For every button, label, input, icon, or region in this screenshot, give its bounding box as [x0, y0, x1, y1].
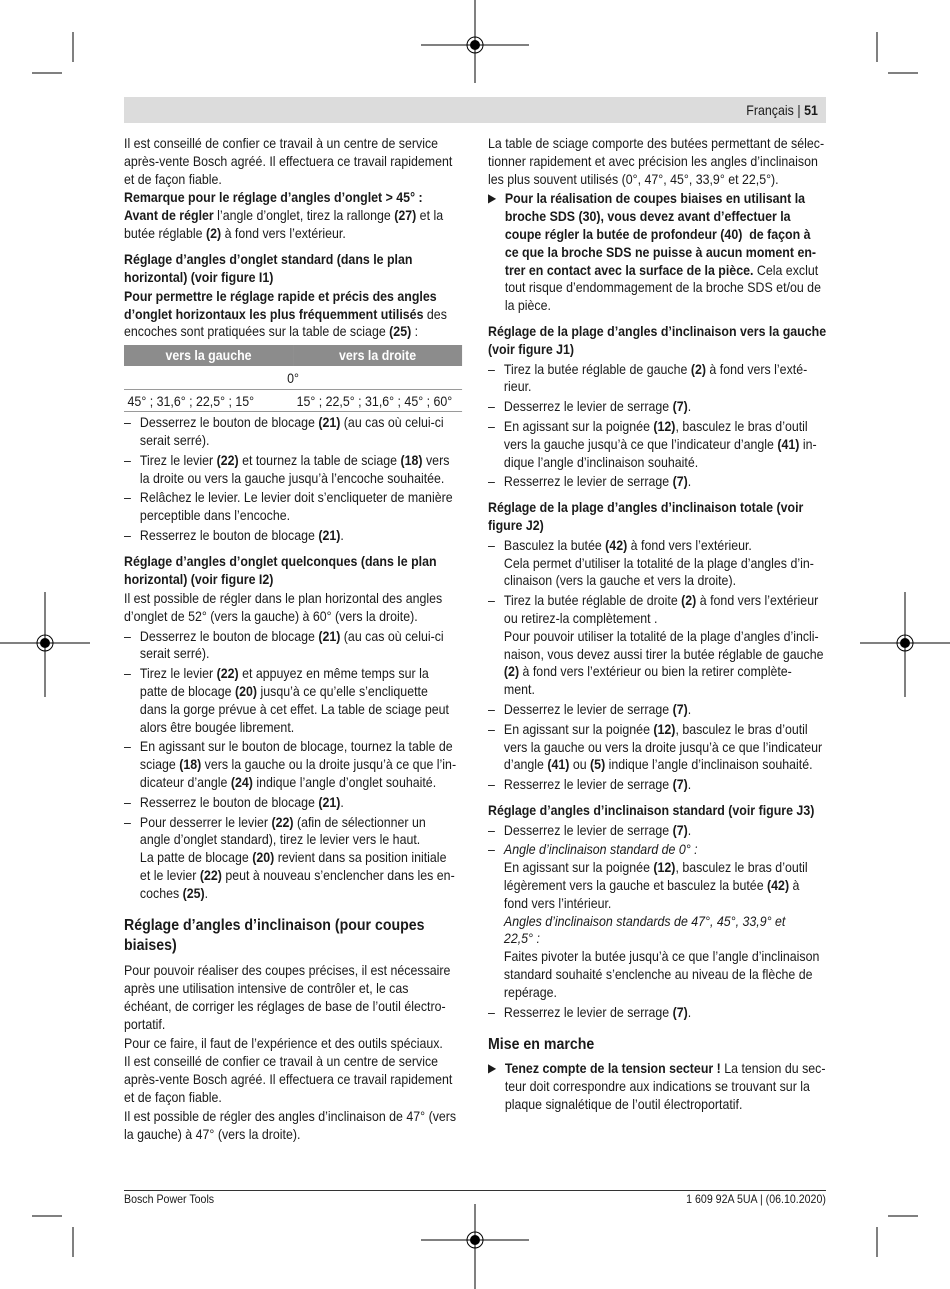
bold-run: (2) [681, 592, 697, 609]
text-line [140, 452, 462, 470]
text-run: La patte de blocage [139, 849, 253, 866]
text-line: Il est possible de régler dans le plan horizontal des angles [124, 589, 443, 606]
text-line: ou retirez-la complètement . [503, 609, 658, 626]
text-run: Resserrez le levier de serrage [503, 473, 673, 490]
text-line: La table de sciage comporte des butées permettant de sélec- [488, 135, 825, 151]
text-run: (au cas où celui-ci [340, 414, 444, 431]
footer-doc-id: 1 609 92A 5UA | (06.10.2020) [686, 1192, 826, 1206]
text-line: la gauche) à 47° (vers la droite). [124, 1125, 301, 1142]
text-run: Desserrez le levier de serrage [503, 700, 673, 717]
text-line: alors être bougée librement. [139, 718, 295, 735]
paragraph [488, 135, 826, 188]
italic-run: 22,5° : [503, 930, 540, 947]
bold-run: (41) [547, 756, 570, 773]
text-line: et de façon fiable. [124, 1089, 222, 1106]
page-header [746, 101, 818, 119]
list-item [124, 814, 462, 903]
text-run: revient dans sa position initiale [274, 849, 447, 866]
text-line: ment. [503, 681, 535, 698]
page-header-bar [124, 97, 826, 123]
text-line: la pièce. [504, 297, 551, 314]
text-line: teur doit correspondre aux indications se trouvant sur la [504, 1078, 810, 1095]
warning-item [488, 1060, 826, 1113]
text-line [140, 665, 462, 683]
header-language: Français [746, 102, 794, 118]
left-column [124, 135, 462, 1143]
text-run: . [340, 793, 344, 810]
text-run: vers la gauche ou la droite jusqu’à ce que l’in- [201, 756, 457, 773]
text-line [504, 398, 826, 416]
text-line: serait serré). [139, 645, 210, 662]
text-line [124, 207, 462, 225]
bold-run: (42) [767, 877, 790, 894]
dash-marker: – [124, 414, 131, 431]
bold-run: (20) [234, 682, 258, 699]
text-line: Il est conseillé de confier ce travail à un centre de service [124, 135, 439, 151]
text-run: Basculez la butée [503, 536, 606, 553]
bold-run: (12) [653, 720, 676, 737]
bold-run: (22) [216, 665, 239, 682]
section-heading [124, 916, 462, 956]
text-run: . [340, 527, 344, 544]
text-line [504, 1004, 826, 1022]
text-run: Resserrez le levier de serrage [503, 776, 673, 793]
subheading [488, 499, 826, 535]
triangle-bullet-icon: ▶ [488, 191, 497, 206]
text-line: Relâchez le levier. Le levier doit s’encliqueter de manière [139, 489, 453, 506]
text-run: des [423, 305, 447, 322]
text-line [140, 849, 462, 867]
dash-marker: – [124, 627, 131, 644]
bold-run: Pour permettre le réglage rapide et précis des angles [124, 287, 437, 304]
bold-run: ce que la broche SDS ne puisse à aucun moment en- [504, 243, 817, 260]
text-line: vers la gauche ou vers la droite jusqu’à ce que l’indicateur [503, 738, 823, 755]
list-item [124, 665, 462, 736]
text-line [140, 794, 462, 812]
bold-run: (24) [230, 773, 253, 790]
text-line: Réglage de la plage d’angles d’inclinaison vers la gauche [488, 322, 827, 339]
paragraph [124, 1053, 462, 1106]
text-line [505, 1060, 826, 1078]
bold-run: broche SDS (30), vous devez avant d’effectuer la [504, 208, 791, 225]
dash-marker: – [488, 398, 495, 415]
text-line: Réglage d’angles d’onglet standard (dans le plan [124, 250, 413, 267]
text-line [124, 225, 462, 243]
text-run: Tirez le levier [139, 665, 217, 682]
angle-table [124, 345, 462, 412]
text-line [140, 628, 462, 646]
paragraph [124, 1035, 462, 1053]
bold-run: (21) [318, 627, 341, 644]
bold-run: (18) [179, 756, 202, 773]
text-line [504, 841, 826, 859]
text-line: après-vente Bosch agréé. Il effectuera ce travail rapidement [124, 152, 453, 169]
text-run: ou [569, 756, 591, 773]
text-line: Pour pouvoir utiliser la totalité de la plage d’angles d’incli- [503, 627, 819, 644]
registration-mark-bottom [421, 1204, 529, 1289]
subheading [124, 553, 462, 589]
text-run: sciage [139, 756, 180, 773]
text-line [504, 913, 826, 931]
paragraph [124, 135, 462, 188]
text-line: tionner rapidement et avec précision les angles d’inclinaison [488, 152, 818, 169]
section-heading [488, 1035, 826, 1055]
text-line [504, 473, 826, 491]
text-line: échéant, de corriger les réglages de base de l’outil électro- [124, 998, 446, 1015]
paragraph [124, 962, 462, 1033]
text-run: à [789, 877, 800, 894]
text-run: (au cas où celui-ci [340, 627, 444, 644]
text-line: figure J2) [488, 516, 544, 533]
text-run: butée réglable [124, 224, 206, 241]
text-run: à fond vers l’extérieur. [221, 224, 346, 241]
bold-run: (7) [672, 776, 688, 793]
text-run: Desserrez le levier de serrage [503, 821, 673, 838]
bold-run: coupe régler la butée de profondeur (40) de façon à [504, 225, 811, 242]
text-line [504, 537, 826, 555]
dash-marker: – [488, 592, 495, 609]
right-column [488, 135, 826, 1114]
text-run: vers la gauche jusqu’à ce que l’indicateur d’angle [503, 435, 778, 452]
text-line: après une utilisation intensive de contrôler et, le cas [124, 980, 409, 997]
text-run: : [411, 323, 419, 340]
table-cell: 0° [124, 366, 462, 390]
subheading [124, 251, 462, 287]
bold-run: (2) [690, 360, 706, 377]
dash-marker: – [124, 489, 131, 506]
list-item [124, 738, 462, 791]
bold-run: Remarque pour le réglage d’angles d’onglet > 45° : [124, 189, 423, 206]
bold-run: (12) [653, 859, 676, 876]
text-line [504, 859, 826, 877]
text-line [504, 361, 826, 379]
text-line: Réglage de la plage d’angles d’inclinaison totale (voir [488, 499, 804, 516]
dash-marker: – [488, 1003, 495, 1020]
page-number: 51 [804, 102, 818, 118]
bold-run: (25) [182, 884, 205, 901]
text-line: plaque signalétique de l’outil électroportatif. [504, 1096, 743, 1113]
text-line: Pour pouvoir réaliser des coupes précises, il est nécessaire [124, 962, 451, 979]
bold-run: (18) [400, 451, 423, 468]
text-line: Pour ce faire, il faut de l’expérience et des outils spéciaux. [124, 1034, 443, 1051]
text-run: vers [422, 451, 450, 468]
text-run: à fond vers l’extérieur. [627, 536, 752, 553]
text-run: Desserrez le levier de serrage [503, 398, 673, 415]
bold-run: (5) [590, 756, 606, 773]
text-run: et tournez la table de sciage [238, 451, 401, 468]
table-cell: 15° ; 22,5° ; 31,6° ; 45° ; 60° [293, 390, 462, 412]
dash-marker: – [488, 776, 495, 793]
text-line [140, 756, 462, 774]
text-run: Resserrez le bouton de blocage [139, 793, 319, 810]
text-line: horizontal) (voir figure I1) [124, 268, 274, 285]
text-line: dans la gorge prévue à cet effet. La table de sciage peut [139, 700, 449, 717]
text-line: après-vente Bosch agréé. Il effectuera ce travail rapidement [124, 1071, 453, 1088]
text-line [505, 208, 826, 226]
text-line [505, 226, 826, 244]
bold-run: Tenez compte de la tension secteur ! [504, 1060, 721, 1077]
text-run: . [204, 884, 209, 901]
text-line [140, 774, 462, 792]
bold-run: (2) [205, 224, 222, 241]
text-line: naison, vous devez aussi tirer la butée réglable de gauche [503, 645, 824, 662]
text-line [505, 244, 826, 262]
text-line: standard souhaité s’enclenche au niveau de la flèche de [503, 966, 813, 983]
registration-mark-left [0, 592, 90, 697]
list-item [124, 452, 462, 488]
paragraph [124, 288, 462, 341]
text-run: . [687, 821, 692, 838]
bold-run: (20) [252, 849, 275, 866]
text-line [505, 262, 826, 280]
bold-run: (12) [653, 417, 676, 434]
list-item [124, 527, 462, 545]
text-line: En agissant sur le bouton de blocage, tournez la table de [139, 738, 453, 755]
text-line [504, 756, 826, 774]
bold-run: d’onglet horizontaux les plus fréquemment utilisés [124, 305, 424, 322]
text-run: indique l’angle d’inclinaison souhaité. [605, 756, 813, 773]
table-cell: 45° ; 31,6° ; 22,5° ; 15° [124, 390, 293, 412]
text-run: En agissant sur la poignée [503, 417, 654, 434]
text-line [140, 414, 462, 432]
text-line [504, 418, 826, 436]
text-line: serait serré). [139, 432, 210, 449]
dash-marker: – [488, 720, 495, 737]
list-item [488, 537, 826, 590]
text-line: clinaison (vers la gauche et vers la droite). [503, 572, 737, 589]
text-run: , basculez le bras d’outil [675, 417, 808, 434]
bold-run: (7) [672, 700, 688, 717]
text-line: tout risque d’endommagement de la broche SDS et/ou de [504, 279, 821, 296]
text-line: biaises) [124, 937, 177, 955]
italic-run: Angle d’inclinaison standard de 0° : [503, 841, 698, 858]
text-line: angle d’onglet standard), tirez le levier vers le haut. [139, 831, 421, 848]
text-run: (afin de sélectionner un [293, 813, 426, 830]
dash-marker: – [488, 841, 495, 858]
list-item [488, 701, 826, 719]
text-line: (voir figure J1) [488, 340, 575, 357]
paragraph [124, 1108, 462, 1144]
text-run: Pour desserrer le levier [139, 813, 272, 830]
text-line: repérage. [503, 983, 557, 1000]
list-item [488, 592, 826, 699]
table-header-cell: vers la gauche [124, 345, 293, 366]
list-item [488, 721, 826, 774]
text-line: perceptible dans l’encoche. [139, 507, 291, 524]
text-line [504, 721, 826, 739]
text-line: et de façon fiable. [124, 170, 222, 187]
text-line [505, 190, 826, 208]
text-line: la droite ou vers la gauche jusqu’à l’encoche souhaitée. [139, 469, 445, 486]
text-line: d’onglet de 52° (vers la gauche) à 60° (vers la droite). [124, 607, 418, 624]
text-run: Resserrez le bouton de blocage [139, 527, 319, 544]
text-run: , basculez le bras d’outil [675, 859, 808, 876]
list-item [124, 628, 462, 664]
bold-run: (21) [318, 793, 341, 810]
bold-run: (2) [503, 663, 520, 680]
list-item [488, 822, 826, 840]
text-run: à fond vers l’extérieur ou bien la retirer complète- [519, 663, 792, 680]
list-item [488, 841, 826, 1001]
bold-run: (22) [199, 866, 222, 883]
text-run: coches [139, 884, 183, 901]
text-run: Tirez la butée réglable de gauche [503, 360, 691, 377]
text-line: Mise en marche [488, 1036, 595, 1054]
text-run: légèrement vers la gauche et basculez la butée [503, 877, 768, 894]
registration-mark-top [421, 0, 529, 83]
warning-item [488, 190, 826, 315]
bold-run: (25) [389, 323, 412, 340]
list-item [488, 418, 826, 471]
text-line: Cela permet d’utiliser la totalité de la plage d’angles d’in- [503, 554, 814, 571]
text-line: Réglage d’angles d’inclinaison (pour coupes [124, 917, 425, 935]
dash-marker: – [124, 451, 131, 468]
dash-marker: – [488, 536, 495, 553]
text-run: peut à nouveau s’enclencher dans les en- [221, 866, 455, 883]
text-line: Réglage d’angles d’onglet quelconques (dans le plan [124, 552, 437, 569]
dash-marker: – [124, 665, 131, 682]
text-line [504, 701, 826, 719]
dash-marker: – [124, 738, 131, 755]
footer-brand: Bosch Power Tools [124, 1192, 215, 1206]
bold-run: Pour la réalisation de coupes biaises en utilisant la [504, 190, 806, 207]
header-separator: | [797, 102, 801, 118]
text-run: in- [799, 435, 817, 452]
text-line [504, 436, 826, 454]
dash-marker: – [488, 700, 495, 717]
list-item [488, 776, 826, 794]
text-line [140, 527, 462, 545]
dash-marker: – [488, 473, 495, 490]
text-line: Il est possible de régler des angles d’inclinaison de 47° (vers [124, 1107, 457, 1124]
text-run: . [687, 398, 692, 415]
table-header-row [124, 345, 462, 366]
text-line [504, 877, 826, 895]
list-item [488, 398, 826, 416]
text-run: dicateur d’angle [139, 773, 231, 790]
text-run: à fond vers l’extérieur [696, 592, 819, 609]
text-line [124, 306, 462, 324]
text-run: Desserrez le bouton de blocage [139, 414, 319, 431]
text-run: et appuyez en même temps sur la [238, 665, 429, 682]
text-run: Tirez la butée réglable de droite [503, 592, 682, 609]
subheading [488, 323, 826, 359]
paragraph [124, 590, 462, 626]
text-line [504, 776, 826, 794]
text-line [124, 323, 462, 341]
text-run: jusqu’à ce qu’elle s’encliquette [257, 682, 428, 699]
text-run: . [687, 776, 692, 793]
text-run: . [687, 473, 692, 490]
text-run: Resserrez le levier de serrage [503, 1003, 673, 1020]
bold-run: (22) [216, 451, 239, 468]
text-line [504, 930, 826, 948]
dash-marker: – [124, 793, 131, 810]
list-item [488, 361, 826, 397]
bold-run: Avant de régler [124, 207, 214, 224]
bold-run: (7) [672, 398, 688, 415]
text-line: Faites pivoter la butée jusqu’à ce que l’angle d’inclinaison [503, 948, 820, 965]
text-line: Il est conseillé de confier ce travail à un centre de service [124, 1053, 439, 1070]
text-line [140, 814, 462, 832]
text-line [504, 663, 826, 681]
text-run: La tension du sec- [720, 1060, 826, 1077]
text-run: Desserrez le bouton de blocage [139, 627, 319, 644]
text-line [504, 592, 826, 610]
dash-marker: – [124, 813, 131, 830]
text-run: En agissant sur la poignée [503, 720, 654, 737]
registration-mark-right [860, 592, 950, 697]
text-run: Tirez le levier [139, 451, 217, 468]
text-run: . [687, 1003, 692, 1020]
text-run: et la [416, 207, 444, 224]
text-run: En agissant sur la poignée [503, 859, 654, 876]
text-run: Cela exclut [753, 261, 819, 278]
dash-marker: – [488, 821, 495, 838]
bold-run: (42) [605, 536, 628, 553]
bold-run: (27) [394, 207, 417, 224]
text-line: les plus souvent utilisés (0°, 47°, 45°, 33,9° et 22,5°). [488, 170, 779, 187]
list-item [124, 414, 462, 450]
text-line: rieur. [503, 378, 532, 395]
text-line: fond vers l’intérieur. [503, 894, 612, 911]
text-line [140, 885, 462, 903]
bold-run: (22) [271, 813, 294, 830]
table-header-cell: vers la droite [293, 345, 462, 366]
bold-run: (21) [318, 414, 341, 431]
text-line: horizontal) (voir figure I2) [124, 570, 274, 587]
text-line [140, 683, 462, 701]
text-line [124, 288, 462, 306]
list-item [124, 794, 462, 812]
text-line [504, 822, 826, 840]
dash-marker: – [488, 417, 495, 434]
bold-run: (7) [672, 821, 688, 838]
dash-marker: – [124, 527, 131, 544]
text-run: , basculez le bras d’outil [675, 720, 808, 737]
list-item [124, 489, 462, 525]
text-run: à fond vers l’exté- [705, 360, 808, 377]
text-run: patte de blocage [139, 682, 235, 699]
dash-marker: – [488, 360, 495, 377]
text-line: dique l’angle d’inclinaison souhaité. [503, 453, 699, 470]
bold-run: (41) [777, 435, 800, 452]
bold-run: (7) [672, 1003, 688, 1020]
text-run: indique l’angle d’onglet souhaité. [252, 773, 437, 790]
table-row [124, 390, 462, 412]
list-item [488, 473, 826, 491]
bold-run: (21) [318, 527, 341, 544]
text-run: l’angle d’onglet, tirez la rallonge [213, 207, 395, 224]
text-line: Réglage d’angles d’inclinaison standard (voir figure J3) [488, 801, 815, 818]
text-line: portatif. [124, 1015, 166, 1032]
list-item [488, 1004, 826, 1022]
italic-run: Angles d’inclinaison standards de 47°, 45°, 33,9° et [503, 912, 786, 929]
paragraph [124, 189, 462, 242]
subheading [488, 802, 826, 820]
text-run: et le levier [139, 866, 200, 883]
text-run: encoches sont pratiquées sur la table de sciage [124, 323, 390, 340]
bold-run: trer en contact avec la surface de la pièce. [504, 261, 754, 278]
text-run: . [687, 700, 692, 717]
bold-run: (7) [672, 473, 688, 490]
text-line [124, 189, 462, 207]
triangle-bullet-icon: ▶ [488, 1061, 497, 1076]
table-row [124, 366, 462, 390]
text-line [140, 867, 462, 885]
text-run: d’angle [503, 756, 548, 773]
